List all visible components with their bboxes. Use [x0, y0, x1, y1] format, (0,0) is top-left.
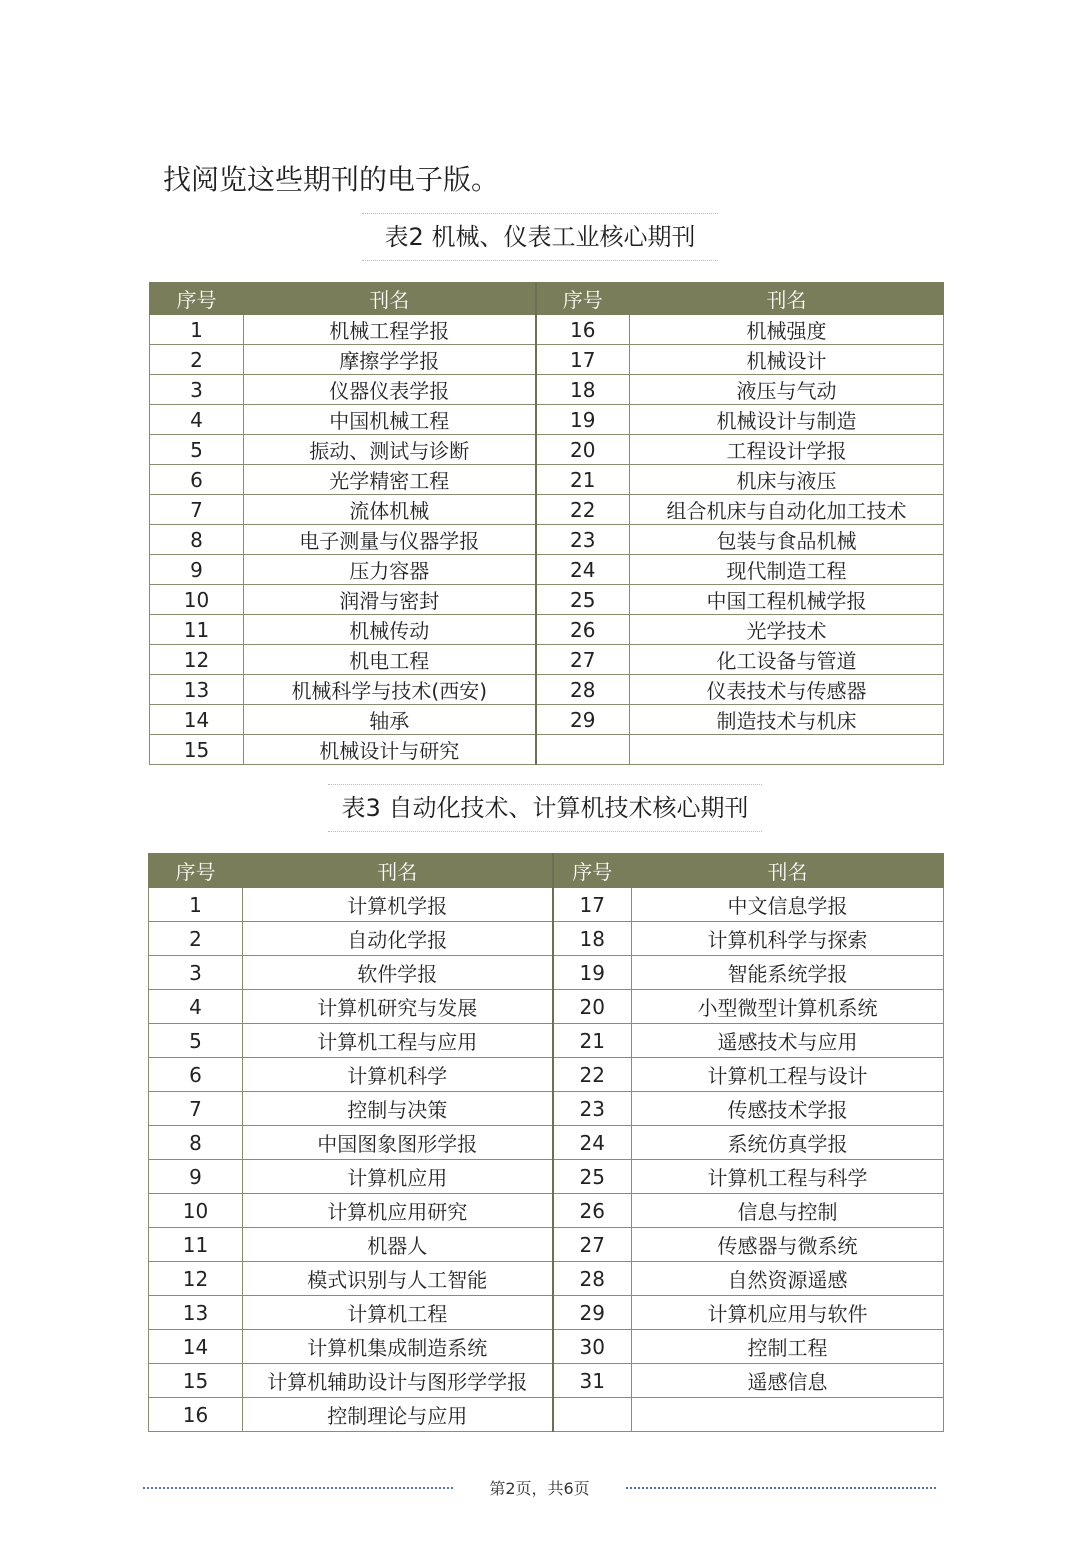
- journal-name-cell: 振动、测试与诊断: [244, 435, 536, 465]
- journal-name-cell: 摩擦学学报: [244, 345, 536, 375]
- journal-number-cell: 7: [149, 1092, 243, 1126]
- page-footer: [143, 1476, 936, 1499]
- journal-number-cell: 23: [553, 1092, 632, 1126]
- page-number: 第2页，共6页: [489, 1479, 590, 1498]
- journal-number-cell: 7: [150, 495, 244, 525]
- table-row: [150, 495, 944, 525]
- journal-name-cell: 自然资源遥感: [632, 1262, 944, 1296]
- journal-number-cell: 22: [536, 495, 630, 525]
- table-row: [149, 1160, 944, 1194]
- table-row: [149, 1398, 944, 1432]
- table2-header-name-right: 刊名: [630, 283, 944, 315]
- journal-name-cell: 控制工程: [632, 1330, 944, 1364]
- journal-number-cell: [553, 1398, 632, 1432]
- table-row: [149, 1092, 944, 1126]
- table3-title: 表3 自动化技术、计算机技术核心期刊: [328, 784, 762, 832]
- table-row: [149, 1058, 944, 1092]
- journal-name-cell: 中国工程机械学报: [630, 585, 944, 615]
- journal-number-cell: 24: [536, 555, 630, 585]
- table-row: [149, 956, 944, 990]
- journal-number-cell: 9: [149, 1160, 243, 1194]
- journal-name-cell: 机械设计与研究: [244, 735, 536, 765]
- journal-number-cell: 1: [150, 315, 244, 345]
- journal-number-cell: 31: [553, 1364, 632, 1398]
- journal-name-cell: 遥感信息: [632, 1364, 944, 1398]
- journal-number-cell: 13: [150, 675, 244, 705]
- table-row: [149, 922, 944, 956]
- journal-number-cell: 1: [149, 888, 243, 922]
- journal-name-cell: 机械传动: [244, 615, 536, 645]
- journal-number-cell: 16: [536, 315, 630, 345]
- journal-name-cell: 液压与气动: [630, 375, 944, 405]
- journal-name-cell: 仪表技术与传感器: [630, 675, 944, 705]
- journal-number-cell: 23: [536, 525, 630, 555]
- table-row: [149, 888, 944, 922]
- journal-number-cell: 9: [150, 555, 244, 585]
- table-row: [150, 705, 944, 735]
- journal-name-cell: 系统仿真学报: [632, 1126, 944, 1160]
- table-row: [150, 345, 944, 375]
- journal-number-cell: 2: [150, 345, 244, 375]
- journal-name-cell: 传感器与微系统: [632, 1228, 944, 1262]
- journal-number-cell: 22: [553, 1058, 632, 1092]
- journal-name-cell: 自动化学报: [243, 922, 553, 956]
- table-row: [149, 1262, 944, 1296]
- journal-name-cell: 软件学报: [243, 956, 553, 990]
- journal-number-cell: 20: [536, 435, 630, 465]
- journal-number-cell: 24: [553, 1126, 632, 1160]
- journal-number-cell: 26: [553, 1194, 632, 1228]
- journal-name-cell: 计算机应用与软件: [632, 1296, 944, 1330]
- journal-name-cell: 控制与决策: [243, 1092, 553, 1126]
- journal-name-cell: 控制理论与应用: [243, 1398, 553, 1432]
- table-row: [149, 1194, 944, 1228]
- table3-header-row: [149, 854, 944, 888]
- journal-name-cell: 计算机辅助设计与图形学学报: [243, 1364, 553, 1398]
- table-row: [149, 990, 944, 1024]
- journal-number-cell: 3: [150, 375, 244, 405]
- journal-name-cell: 制造技术与机床: [630, 705, 944, 735]
- journal-number-cell: 21: [536, 465, 630, 495]
- journal-number-cell: 18: [536, 375, 630, 405]
- table-row: [149, 1296, 944, 1330]
- journal-number-cell: 14: [150, 705, 244, 735]
- table-row: [150, 735, 944, 765]
- journal-number-cell: 14: [149, 1330, 243, 1364]
- journal-name-cell: 计算机科学: [243, 1058, 553, 1092]
- journal-number-cell: 5: [149, 1024, 243, 1058]
- journal-name-cell: 计算机集成制造系统: [243, 1330, 553, 1364]
- journal-number-cell: 16: [149, 1398, 243, 1432]
- journal-name-cell: 润滑与密封: [244, 585, 536, 615]
- journal-number-cell: 15: [149, 1364, 243, 1398]
- journal-name-cell: 化工设备与管道: [630, 645, 944, 675]
- table-row: [149, 1228, 944, 1262]
- journal-name-cell: 包装与食品机械: [630, 525, 944, 555]
- journal-name-cell: 计算机工程与设计: [632, 1058, 944, 1092]
- journal-number-cell: 19: [553, 956, 632, 990]
- journal-name-cell: 机械设计与制造: [630, 405, 944, 435]
- table-row: [150, 645, 944, 675]
- journal-name-cell: 计算机工程: [243, 1296, 553, 1330]
- journal-number-cell: 5: [150, 435, 244, 465]
- journal-name-cell: 工程设计学报: [630, 435, 944, 465]
- journal-name-cell: 中文信息学报: [632, 888, 944, 922]
- journal-name-cell: 机械强度: [630, 315, 944, 345]
- journal-name-cell: 光学技术: [630, 615, 944, 645]
- journal-number-cell: 29: [536, 705, 630, 735]
- journal-number-cell: 12: [149, 1262, 243, 1296]
- journal-number-cell: 18: [553, 922, 632, 956]
- table2: [149, 282, 944, 765]
- journal-number-cell: 17: [553, 888, 632, 922]
- table3-header-no-left: 序号: [149, 854, 243, 888]
- journal-number-cell: 17: [536, 345, 630, 375]
- journal-number-cell: 28: [536, 675, 630, 705]
- footer-divider-left: [143, 1487, 453, 1489]
- table-row: [150, 525, 944, 555]
- journal-number-cell: 27: [553, 1228, 632, 1262]
- journal-number-cell: 26: [536, 615, 630, 645]
- table-row: [149, 1024, 944, 1058]
- journal-name-cell: 计算机工程与科学: [632, 1160, 944, 1194]
- journal-name-cell: 遥感技术与应用: [632, 1024, 944, 1058]
- journal-name-cell: 光学精密工程: [244, 465, 536, 495]
- journal-number-cell: 6: [149, 1058, 243, 1092]
- table-row: [150, 465, 944, 495]
- table3-header-name-left: 刊名: [243, 854, 553, 888]
- journal-number-cell: 27: [536, 645, 630, 675]
- journal-name-cell: 流体机械: [244, 495, 536, 525]
- table-row: [149, 1126, 944, 1160]
- journal-name-cell: 小型微型计算机系统: [632, 990, 944, 1024]
- journal-name-cell: 模式识别与人工智能: [243, 1262, 553, 1296]
- journal-name-cell: 机械科学与技术(西安): [244, 675, 536, 705]
- journal-number-cell: 13: [149, 1296, 243, 1330]
- journal-number-cell: 28: [553, 1262, 632, 1296]
- journal-number-cell: 21: [553, 1024, 632, 1058]
- journal-name-cell: 机械工程学报: [244, 315, 536, 345]
- table-row: [150, 375, 944, 405]
- table3-header-no-right: 序号: [553, 854, 632, 888]
- journal-name-cell: 计算机应用: [243, 1160, 553, 1194]
- journal-number-cell: 30: [553, 1330, 632, 1364]
- journal-number-cell: [536, 735, 630, 765]
- table-row: [150, 585, 944, 615]
- table-row: [149, 1330, 944, 1364]
- journal-number-cell: 3: [149, 956, 243, 990]
- journal-number-cell: 19: [536, 405, 630, 435]
- journal-number-cell: 11: [149, 1228, 243, 1262]
- table-row: [150, 435, 944, 465]
- journal-name-cell: 机床与液压: [630, 465, 944, 495]
- journal-number-cell: 10: [150, 585, 244, 615]
- table3-header-name-right: 刊名: [632, 854, 944, 888]
- journal-name-cell: 计算机工程与应用: [243, 1024, 553, 1058]
- journal-number-cell: 25: [553, 1160, 632, 1194]
- table-row: [150, 675, 944, 705]
- journal-number-cell: 20: [553, 990, 632, 1024]
- journal-name-cell: 中国图象图形学报: [243, 1126, 553, 1160]
- table2-header-no-right: 序号: [536, 283, 630, 315]
- table2-title: 表2 机械、仪表工业核心期刊: [362, 213, 718, 261]
- journal-number-cell: 15: [150, 735, 244, 765]
- table-row: [150, 555, 944, 585]
- journal-number-cell: 8: [149, 1126, 243, 1160]
- journal-name-cell: 压力容器: [244, 555, 536, 585]
- table-row: [149, 1364, 944, 1398]
- journal-number-cell: 25: [536, 585, 630, 615]
- journal-number-cell: 11: [150, 615, 244, 645]
- table2-header-no-left: 序号: [150, 283, 244, 315]
- journal-name-cell: 机械设计: [630, 345, 944, 375]
- journal-name-cell: 电子测量与仪器学报: [244, 525, 536, 555]
- journal-number-cell: 6: [150, 465, 244, 495]
- table-row: [150, 405, 944, 435]
- journal-name-cell: 智能系统学报: [632, 956, 944, 990]
- journal-name-cell: 传感技术学报: [632, 1092, 944, 1126]
- table2-header-name-left: 刊名: [244, 283, 536, 315]
- table3: [148, 853, 944, 1432]
- journal-name-cell: 现代制造工程: [630, 555, 944, 585]
- table-row: [150, 615, 944, 645]
- journal-name-cell: 机器人: [243, 1228, 553, 1262]
- journal-number-cell: 10: [149, 1194, 243, 1228]
- journal-name-cell: 信息与控制: [632, 1194, 944, 1228]
- journal-number-cell: 4: [150, 405, 244, 435]
- footer-divider-right: [626, 1487, 936, 1489]
- intro-text: 找阅览这些期刊的电子版。: [163, 163, 500, 196]
- journal-number-cell: 8: [150, 525, 244, 555]
- journal-name-cell: 组合机床与自动化加工技术: [630, 495, 944, 525]
- journal-name-cell: 仪器仪表学报: [244, 375, 536, 405]
- journal-name-cell: 机电工程: [244, 645, 536, 675]
- table2-header-row: [150, 283, 944, 315]
- journal-name-cell: 计算机学报: [243, 888, 553, 922]
- journal-name-cell: [630, 735, 944, 765]
- journal-name-cell: 计算机应用研究: [243, 1194, 553, 1228]
- journal-name-cell: 计算机科学与探索: [632, 922, 944, 956]
- journal-number-cell: 29: [553, 1296, 632, 1330]
- journal-name-cell: 中国机械工程: [244, 405, 536, 435]
- table-row: [150, 315, 944, 345]
- journal-name-cell: 轴承: [244, 705, 536, 735]
- journal-number-cell: 4: [149, 990, 243, 1024]
- journal-number-cell: 12: [150, 645, 244, 675]
- journal-name-cell: 计算机研究与发展: [243, 990, 553, 1024]
- journal-name-cell: [632, 1398, 944, 1432]
- journal-number-cell: 2: [149, 922, 243, 956]
